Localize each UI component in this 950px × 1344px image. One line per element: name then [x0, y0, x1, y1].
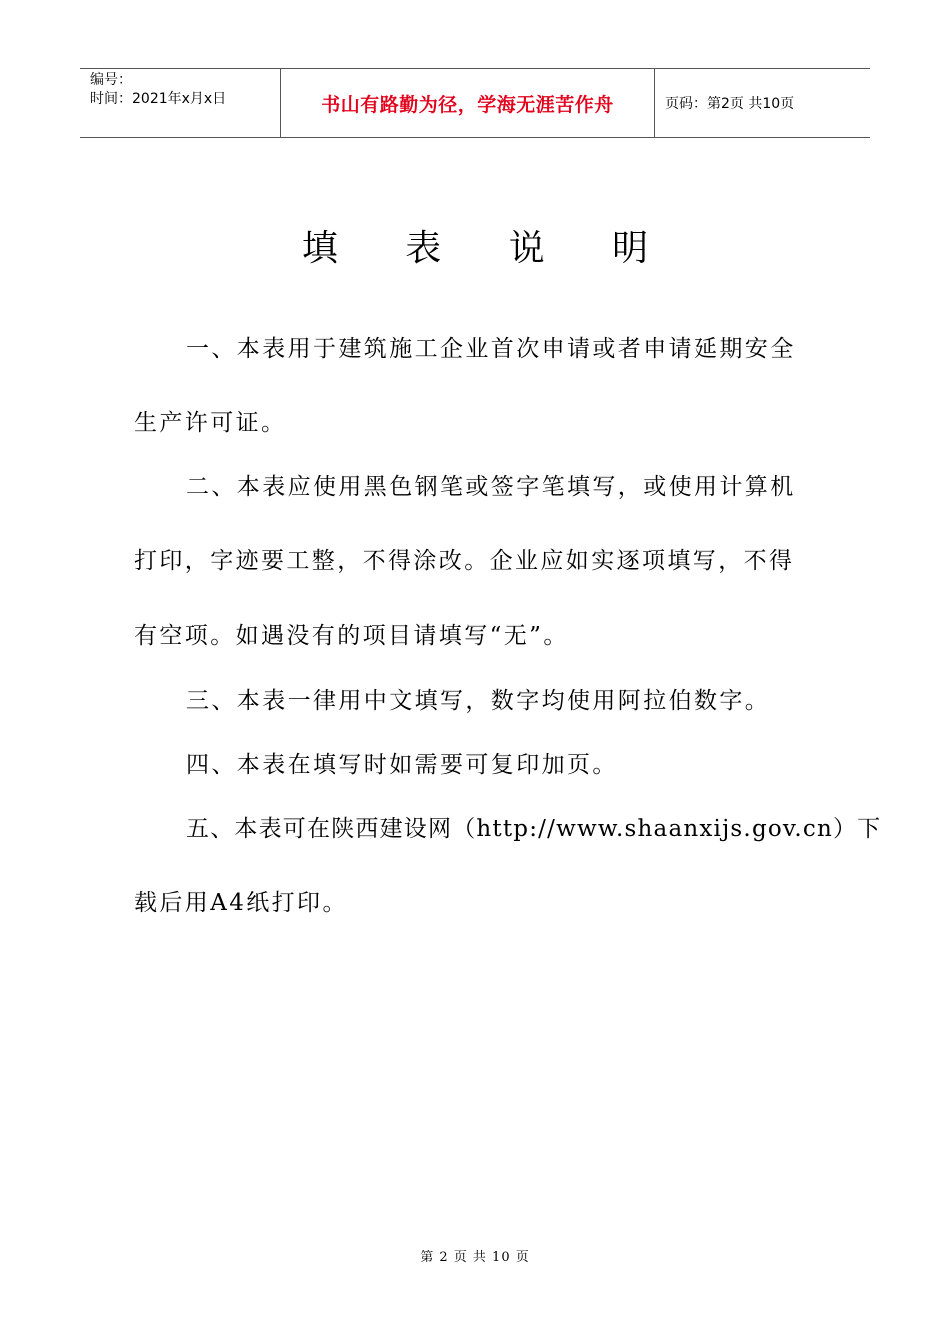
instruction-line-5: 有空项。如遇没有的项目请填写“无”。: [134, 623, 569, 649]
document-time: 时间：2021年x月x日: [90, 91, 227, 107]
instruction-line-9: 载后用A4纸打印。: [134, 890, 348, 916]
page-title: 填 表 说 明: [301, 228, 677, 269]
header-right-cell: [655, 69, 870, 137]
document-number-label: 编号：: [90, 72, 132, 88]
header-left-cell: [80, 69, 281, 137]
header-middle-cell: [281, 69, 655, 137]
instruction-line-2: 生产许可证。: [134, 410, 287, 436]
header-page-info: 页码：第2页 共10页: [665, 96, 795, 112]
instruction-line-4: 打印，字迹要工整，不得涂改。企业应如实逐项填写，不得: [134, 548, 795, 574]
instruction-line-6: 三、本表一律用中文填写，数字均使用阿拉伯数字。: [186, 688, 771, 714]
instruction-line-3: 二、本表应使用黑色钢笔或签字笔填写，或使用计算机: [186, 474, 796, 500]
instruction-line-8: 五、本表可在陕西建设网（http://www.shaanxijs.gov.cn）下: [186, 816, 882, 842]
instruction-line-7: 四、本表在填写时如需要可复印加页。: [186, 752, 618, 778]
header-motto: 书山有路勤为径，学海无涯苦作舟: [321, 93, 614, 116]
instruction-line-1: 一、本表用于建筑施工企业首次申请或者申请延期安全: [186, 336, 796, 362]
page-header: [80, 68, 870, 138]
page-footer: 第 2 页 共 10 页: [420, 1250, 530, 1265]
